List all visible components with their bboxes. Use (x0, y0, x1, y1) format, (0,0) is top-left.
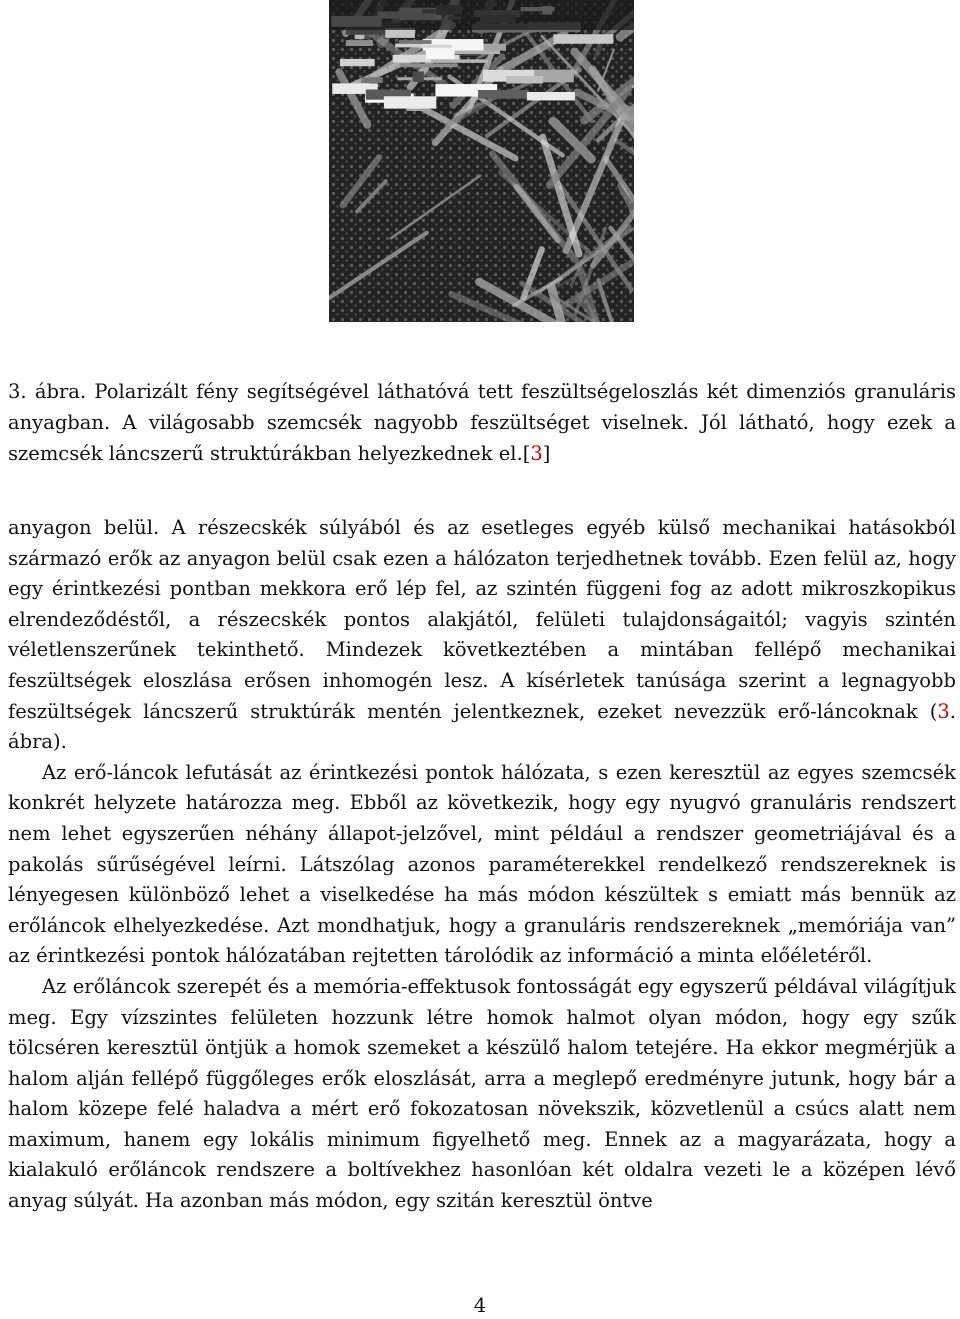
caption-reference-link[interactable]: 3 (530, 442, 543, 465)
caption-text: 3. ábra. Polarizált fény segítségével láthatóvá tett feszültségeloszlás két dimenziós granuláris anyagban. A világosabb szemcsék nagyobb feszültséget viselnek. Jól látható, hogy ezek a szemcsék láncszerű struktúrákban helyezkednek el.[ (8, 380, 956, 465)
figure-caption (8, 376, 956, 469)
image-artifact-block (340, 59, 375, 66)
body-text (8, 513, 956, 1217)
image-artifact-block (361, 77, 382, 83)
image-artifact-block (384, 96, 436, 108)
image-artifact-block (399, 40, 432, 44)
image-artifact-block (554, 34, 614, 44)
paragraph-2: Az erő-láncok lefutását az érintkezési pontok hálózata, s ezen keresztül az egyes szemcsék konkrét helyzete határozza meg. Ebből az következik, hogy egy nyugvó granuláris rendszert nem lehet egyszerűen néhány állapot-jelzővel, mint például a rendszer geometriájával és a pakolás sűrűségével leírni. Látszólag azonos paraméterekkel rendelkező rendszereknek is lényegesen különböző lehet a viselkedése ha más módon készültek s emiatt más bennük az erőláncok elhelyezkedése. Azt mondhatjuk, hogy a granuláris rendszereknek „memóriája van” az érintkezési pontok hálózatában rejtetten tárolódik az információ a minta előéletéről. (8, 760, 956, 968)
caption-text-end: ] (542, 442, 551, 465)
granular-stress-image (329, 0, 634, 322)
figure-reference-link[interactable]: 3 (937, 699, 950, 723)
image-artifact-block (506, 76, 543, 83)
image-artifact-block (527, 92, 575, 100)
image-artifact-block (431, 59, 488, 63)
image-artifact-block (478, 90, 529, 99)
paragraph-1-text-end: . ábra). (8, 699, 956, 754)
paragraph-1-text: anyagon belül. A részecskék súlyából és az esetleges egyéb külső mechanikai hatásokból származó erők az anyagon belül csak ezen a hálózaton terjedhetnek tovább. Ezen felül az, hogy egy érintkezési pontban mekkora erő lép fel, az szintén függeni fog az adott mikroszkopikus elrendeződéstől, a részecskék pontos alakjától, felületi tulajdonságaitól; vagyis szintén véletlenszerűnek tekinthető. Mindezek következtében a mintában fellépő mechanikai feszültségek eloszlása erősen inhomogén lesz. A kísérletek tanúsága szerint a legnagyobb feszültségek láncszerű struktúrák mentén jelentkeznek, ezeket nevezzük erő-láncoknak ( (8, 516, 956, 723)
stress-photograph (329, 0, 634, 322)
page-number: 4 (473, 1294, 487, 1317)
image-artifact-block (413, 71, 424, 82)
paragraph-1 (8, 513, 956, 758)
image-artifact-block (346, 40, 373, 46)
image-artifact-block (420, 45, 451, 48)
paragraph-3: Az erőláncok szerepét és a memória-effektusok fontosságát egy egyszerű példával világítjuk meg. Egy vízszintes felületen hozzunk létre homok halmot olyan módon, hogy egy szűk tölcséren keresztül öntjük a homok szemeket a készülő halom tetejére. Ha ekkor megmérjük a halom alján fellépő függőleges erők eloszlását, arra a meglepő eredményre jutunk, hogy bár a halom közepe felé haladva a mért erő fokozatosan növekszik, közvetlenül a csúcs alatt nem maximum, hanem egy lokális minimum figyelhető meg. Ennek az a magyarázata, hogy a kialakuló erőláncok rendszere a boltívekhez hasonlóan két oldalra vezeti le a középen lévő anyag súlyát. Ha azonban más módon, egy szitán keresztül öntve (8, 974, 956, 1213)
image-artifact-block (399, 63, 457, 67)
image-dark-band (329, 0, 634, 30)
